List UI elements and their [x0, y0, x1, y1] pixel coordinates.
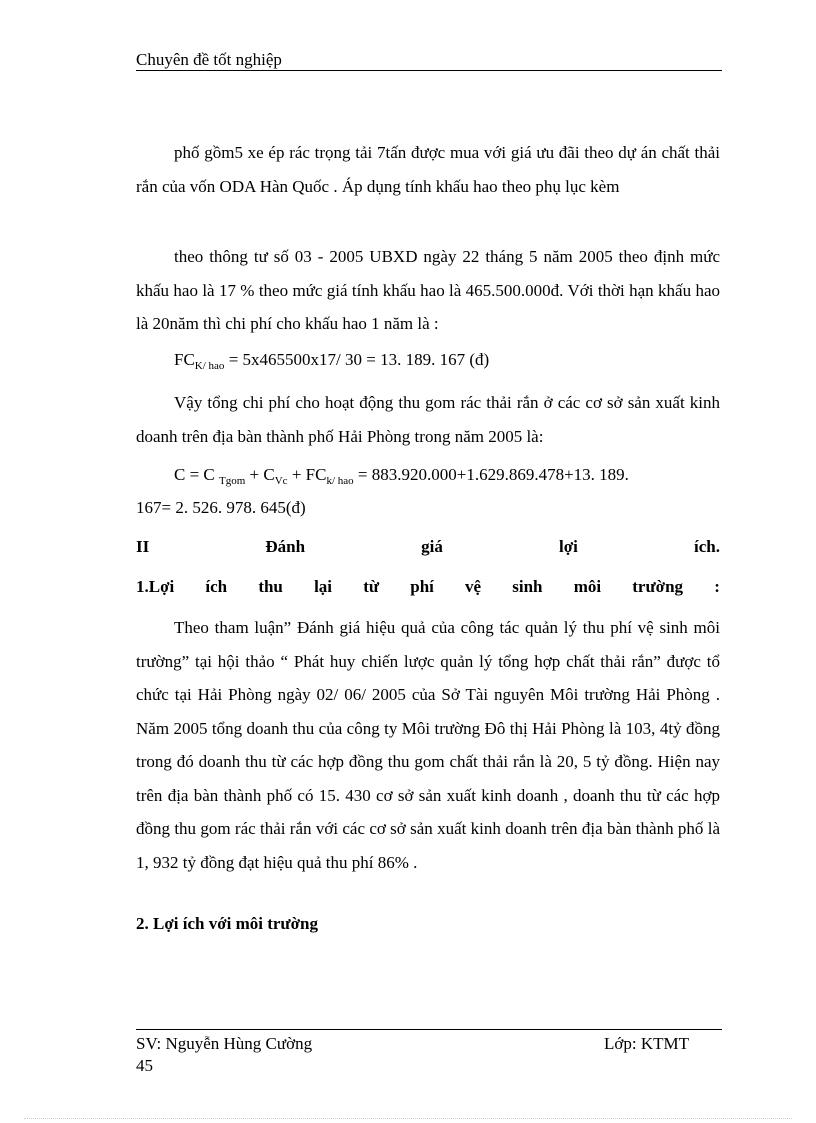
heading-subsection-1-word: vệ: [465, 577, 482, 596]
paragraph-2: [136, 240, 720, 341]
formula-2-part-3: + FC: [287, 465, 327, 484]
heading-subsection-1-word: lại: [314, 577, 333, 596]
heading-section-2-word: lợi: [559, 537, 578, 556]
paragraph-2-text: theo thông tư số 03 - 2005 UBXD ngày 22 tháng 5 năm 2005 theo định mức khấu hao là 17 % theo mức giá tính khấu hao là 465.500.000đ. Với thời hạn khấu hao là 20năm thì chi phí cho khấu hao 1 năm là :: [136, 247, 720, 333]
formula-total-cost-continuation: 167= 2. 526. 978. 645(đ): [136, 498, 306, 517]
heading-section-2-word: Đánh: [265, 537, 306, 556]
header-divider: [136, 70, 722, 71]
footer-student: SV: Nguyễn Hùng Cường: [136, 1034, 313, 1053]
heading-section-2-word: ích.: [694, 537, 720, 556]
footer-class: Lớp: KTMT: [604, 1034, 690, 1053]
formula-2-sub-3: k/ hao: [326, 475, 354, 487]
heading-subsection-1-word: sinh: [512, 577, 543, 596]
footer-divider: [136, 1029, 722, 1030]
heading-subsection-1-word: :: [714, 577, 720, 596]
heading-subsection-1-word: phí: [410, 577, 434, 596]
paragraph-3: [136, 386, 720, 453]
formula-1-lhs: FC: [174, 350, 195, 369]
heading-subsection-1-word: ích: [205, 577, 228, 596]
paragraph-4: [136, 611, 720, 879]
formula-2-sub-2: Vc: [274, 475, 288, 487]
heading-subsection-1-word: từ: [363, 577, 380, 596]
heading-subsection-1: [136, 577, 720, 597]
heading-section-2-word: giá: [421, 537, 443, 556]
formula-total-cost: [174, 465, 720, 487]
formula-1-rhs: = 5x465500x17/ 30 = 13. 189. 167 (đ): [224, 350, 490, 369]
page-number: 45: [136, 1056, 153, 1075]
heading-section-2: [136, 537, 720, 557]
paragraph-3-text: Vậy tổng chi phí cho hoạt động thu gom rác thải rắn ở các cơ sở sản xuất kinh doanh trên địa bàn thành phố Hải Phòng trong năm 2005 là:: [136, 393, 720, 446]
formula-1-sub: K/ hao: [194, 360, 225, 372]
formula-2-part-4: = 883.920.000+1.629.869.478+13. 189.: [353, 465, 629, 484]
paragraph-1-text: phố gồm5 xe ép rác trọng tải 7tấn được mua với giá ưu đãi theo dự án chất thải rắn của vốn ODA Hàn Quốc . Áp dụng tính khấu hao theo phụ lục kèm: [136, 143, 720, 196]
formula-depreciation: [174, 350, 489, 372]
heading-subsection-1-word: 1.Lợi: [136, 577, 175, 596]
formula-2-part-1: C = C: [174, 465, 220, 484]
heading-subsection-2: 2. Lợi ích với môi trường: [136, 914, 318, 933]
heading-subsection-1-word: môi: [573, 577, 602, 596]
heading-subsection-1-word: trường: [632, 577, 684, 596]
heading-section-2-word: II: [136, 537, 150, 556]
formula-2-sub-1: Tgom: [219, 475, 246, 487]
paragraph-4-text: Theo tham luận” Đánh giá hiệu quả của công tác quản lý thu phí vệ sinh môi trường” tại hội thảo “ Phát huy chiến lược quản lý tổng hợp chất thải rắn” được tổ chức tại Hải Phòng ngày 02/ 06/ 2005 của Sở Tài nguyên Môi trường Hải Phòng . Năm 2005 tổng doanh thu của công ty Môi trường Đô thị Hải Phòng là 103, 4tỷ đồng trong đó doanh thu từ các hợp đồng thu gom chất thải rắn là 20, 5 tỷ đồng. Hiện nay trên địa bàn thành phố có 15. 430 cơ sở sản xuất kinh doanh , doanh thu từ các hợp đồng thu gom rác thải rắn với các cơ sở sản xuất kinh doanh trên địa bàn thành phố là 1, 932 tỷ đồng đạt hiệu quả thu phí 86% .: [136, 618, 720, 872]
heading-subsection-1-word: thu: [258, 577, 283, 596]
page-header-title: Chuyên đề tốt nghiệp: [136, 50, 282, 69]
page-bottom-dotted-line: [24, 1118, 792, 1119]
paragraph-1: [136, 136, 720, 203]
formula-2-part-2: + C: [245, 465, 275, 484]
